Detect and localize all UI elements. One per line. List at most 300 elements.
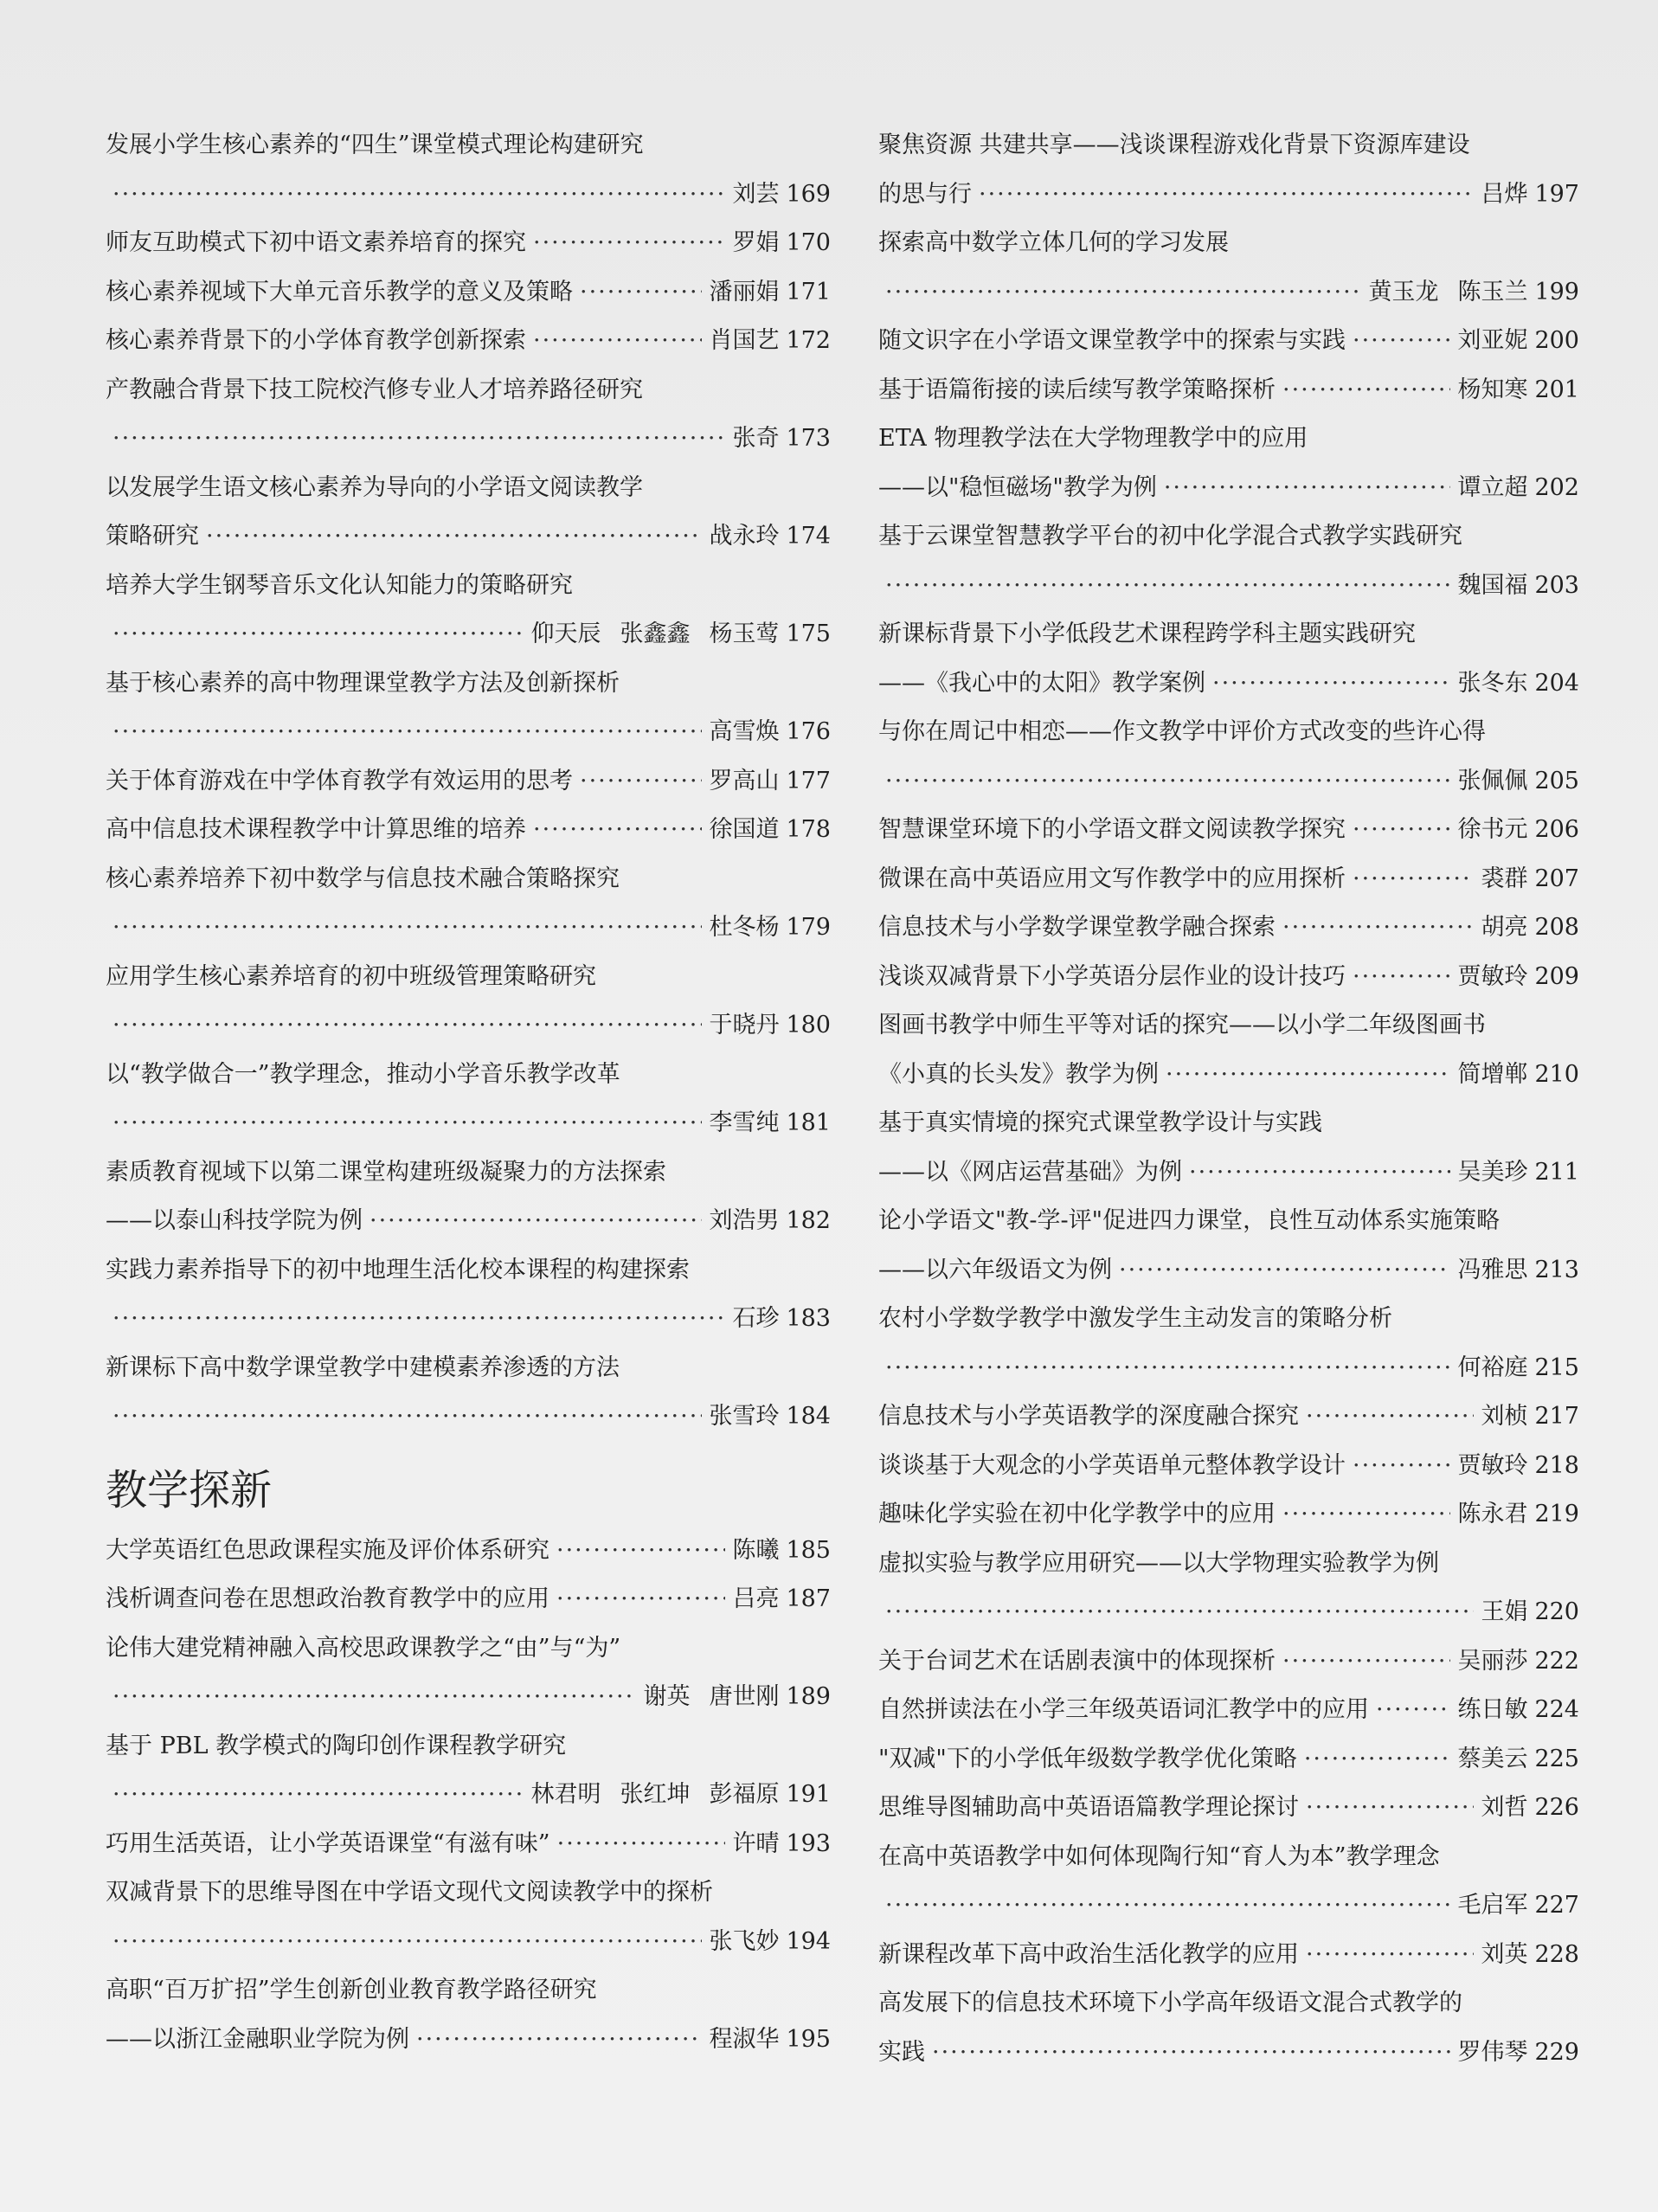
toc-entry-line (106, 170, 831, 220)
toc-entry[interactable] (878, 1540, 1579, 1637)
toc-entry-line (878, 1295, 1579, 1344)
toc-entry-line (878, 1099, 1579, 1148)
page-number: 209 (1534, 962, 1579, 990)
entry-title: 关于台词艺术在话剧表演中的体现探析 (878, 1647, 1276, 1675)
page-number: 218 (1534, 1451, 1579, 1479)
toc-entry[interactable] (106, 1148, 831, 1246)
entry-authors (709, 512, 779, 562)
author-name: 刘浩男 (709, 1207, 780, 1234)
toc-entry[interactable] (106, 1868, 831, 1966)
toc-entry[interactable] (878, 610, 1579, 708)
author-name: 陈玉兰 (1457, 278, 1528, 305)
entry-authors (1457, 464, 1527, 513)
entry-title: ——以六年级语文为例 (878, 1256, 1112, 1283)
toc-entry-line (106, 953, 831, 1002)
toc-entry-line (106, 512, 831, 562)
dot-leader (533, 806, 702, 855)
right-column (878, 121, 1579, 2077)
entry-authors (709, 903, 779, 953)
toc-entry[interactable] (106, 757, 831, 807)
toc-entry-line (106, 708, 831, 757)
toc-entry[interactable] (106, 1527, 831, 1576)
toc-entry-line (878, 1833, 1579, 1882)
toc-entry-line (106, 1392, 831, 1442)
toc-entry[interactable] (878, 708, 1579, 806)
toc-entry-line (106, 1918, 831, 1967)
toc-entry[interactable] (878, 953, 1579, 1002)
dot-leader (533, 219, 725, 268)
toc-entry-line (106, 1575, 831, 1624)
entry-authors (709, 806, 779, 855)
author-name: 裘群 (1481, 865, 1528, 892)
page-number: 203 (1534, 571, 1579, 599)
entry-title: 核心素养背景下的小学体育教学创新探索 (106, 327, 526, 354)
entry-authors (709, 2016, 779, 2065)
page-number: 195 (786, 2025, 831, 2053)
author-name: 胡亮 (1481, 914, 1528, 941)
page-number: 171 (786, 278, 831, 305)
author-name: 林君明 (530, 1781, 601, 1808)
entry-authors (1457, 317, 1527, 366)
entry-authors (709, 1099, 779, 1148)
entry-authors (1457, 1246, 1527, 1296)
page-number: 220 (1534, 1598, 1579, 1625)
entry-title: 实践 (878, 2038, 925, 2066)
author-name: 罗娟 (732, 229, 780, 256)
author-name: 程淑华 (709, 2025, 780, 2053)
toc-entry[interactable] (878, 121, 1579, 219)
toc-entry[interactable] (106, 855, 831, 953)
page-number: 219 (1534, 1501, 1579, 1527)
entry-title: "双减"下的小学低年级数学教学优化策略 (878, 1745, 1297, 1772)
toc-entry-line (878, 1735, 1579, 1784)
toc-entry[interactable] (878, 1833, 1579, 1931)
entry-title: 《小真的长头发》教学为例 (878, 1060, 1159, 1088)
entry-title: 关于体育游戏在中学体育教学有效运用的思考 (106, 767, 573, 794)
toc-entry[interactable] (878, 1637, 1579, 1687)
page-number: 170 (786, 229, 831, 256)
toc-entry-line (878, 1442, 1579, 1491)
toc-entry[interactable] (106, 562, 831, 659)
author-name: 彭福原 (709, 1781, 780, 1808)
toc-entry-line (106, 219, 831, 268)
dot-leader (1353, 953, 1450, 1002)
dot-leader (1353, 806, 1450, 855)
toc-entry-line (878, 1051, 1579, 1100)
dot-leader (112, 170, 725, 220)
entry-title: 大学英语红色思政课程实施及评价体系研究 (106, 1536, 549, 1564)
entry-authors (1457, 1148, 1527, 1198)
toc-entry-line (106, 806, 831, 855)
toc-entry[interactable] (878, 1979, 1579, 2077)
entry-authors (1457, 1686, 1527, 1735)
toc-entry-line (878, 708, 1579, 757)
entry-title: 农村小学数学教学中激发学生主动发言的策略分析 (878, 1305, 1392, 1332)
author-name: 刘亚妮 (1457, 327, 1528, 354)
entry-title: 信息技术与小学数学课堂教学融合探索 (878, 914, 1276, 941)
dot-leader (1304, 1735, 1451, 1784)
toc-entry[interactable] (878, 903, 1579, 953)
entry-authors (1457, 1051, 1527, 1100)
toc-entry-line (878, 1246, 1579, 1296)
toc-entry-line (878, 953, 1579, 1002)
entry-authors (732, 415, 779, 464)
author-name: 战永玲 (709, 523, 780, 550)
entry-title: 素质教育视域下以第二课堂构建班级凝聚力的方法探索 (106, 1158, 666, 1186)
dot-leader (885, 1588, 1474, 1637)
dot-leader (1353, 855, 1474, 904)
entry-authors (1457, 659, 1527, 709)
toc-entry[interactable] (106, 1722, 831, 1820)
author-name: 杨知寒 (1457, 376, 1528, 403)
entry-title: 微课在高中英语应用文写作教学中的应用探析 (878, 865, 1346, 892)
entry-title: 虚拟实验与教学应用研究——以大学物理实验教学为例 (878, 1549, 1439, 1577)
page-number: 178 (786, 816, 831, 843)
page-number: 176 (786, 718, 831, 745)
entry-authors (709, 268, 779, 318)
entry-title: 谈谈基于大观念的小学英语单元整体教学设计 (878, 1451, 1346, 1479)
page-number: 213 (1534, 1256, 1579, 1283)
toc-entry-line (106, 464, 831, 513)
dot-leader (112, 415, 725, 464)
entry-authors (1457, 2029, 1527, 2078)
page-number: 207 (1534, 865, 1579, 892)
toc-entry[interactable] (106, 1575, 831, 1624)
toc-entry-line (106, 1051, 831, 1100)
toc-entry-line (878, 659, 1579, 709)
dot-leader (112, 1295, 725, 1344)
toc-entry[interactable] (878, 1295, 1579, 1392)
entry-title: 发展小学生核心素养的“四生”课堂模式理论构建研究 (106, 132, 644, 158)
page-number: 200 (1534, 327, 1579, 354)
toc-entry[interactable] (106, 659, 831, 757)
toc-entry-line (878, 366, 1579, 415)
dot-leader (580, 757, 702, 807)
toc-entry[interactable] (106, 806, 831, 855)
dot-leader (885, 562, 1450, 611)
toc-entry-line (878, 1637, 1579, 1687)
author-name: 毛启军 (1457, 1892, 1528, 1919)
page-number: 169 (786, 180, 831, 208)
page-number: 184 (786, 1403, 831, 1430)
dot-leader (370, 1197, 702, 1246)
toc-entry[interactable] (106, 1246, 831, 1344)
dot-leader (1282, 366, 1450, 415)
entry-authors (709, 1197, 779, 1246)
toc-entry[interactable] (878, 1442, 1579, 1491)
author-name: 张红坤 (620, 1781, 691, 1808)
author-name: 练日敏 (1457, 1696, 1528, 1723)
toc-entry-line (878, 415, 1579, 464)
entry-authors (1481, 855, 1527, 904)
author-name: 谢英 (643, 1683, 691, 1710)
toc-entry[interactable] (878, 512, 1579, 610)
toc-entry-line (878, 219, 1579, 268)
toc-entry[interactable] (878, 1392, 1579, 1442)
author-name: 黄玉龙 (1368, 278, 1439, 305)
author-name: 陈曦 (732, 1536, 780, 1564)
toc-entry-line (106, 1246, 831, 1296)
toc-entry[interactable] (106, 219, 831, 268)
entry-title: 基于真实情境的探究式课堂教学设计与实践 (878, 1109, 1322, 1136)
toc-entry[interactable] (106, 366, 831, 464)
dot-leader (556, 1527, 725, 1576)
toc-entry-line (106, 1344, 831, 1393)
entry-title: 师友互助模式下初中语文素养培育的探究 (106, 229, 526, 256)
toc-entry-line (106, 1820, 831, 1869)
dot-leader (932, 2029, 1450, 2078)
dot-leader (1282, 1490, 1450, 1540)
toc-entry-line (106, 610, 831, 659)
entry-title: 以“教学做合一”教学理念，推动小学音乐教学改革 (106, 1060, 620, 1088)
author-name: 张佩佩 (1457, 767, 1528, 794)
page-number: 199 (1534, 278, 1579, 305)
dot-leader (1306, 1931, 1474, 1980)
author-name: 徐国道 (709, 816, 780, 843)
page-number: 189 (786, 1683, 831, 1710)
toc-entry-line (878, 317, 1579, 366)
dot-leader (885, 268, 1361, 318)
author-name: 张鑫鑫 (620, 621, 691, 647)
toc-entry-line (106, 1197, 831, 1246)
toc-entry[interactable] (878, 806, 1579, 855)
toc-entry[interactable] (878, 219, 1579, 317)
dot-leader (1353, 317, 1450, 366)
dot-leader (112, 1001, 702, 1051)
dot-leader (1212, 659, 1450, 709)
page-number: 229 (1534, 2038, 1579, 2066)
page-number: 204 (1534, 669, 1579, 697)
author-name: 简增郸 (1457, 1060, 1528, 1088)
entry-title: 产教融合背景下技工院校汽修专业人才培养路径研究 (106, 376, 643, 403)
author-name: 张奇 (732, 425, 780, 452)
dot-leader (112, 903, 702, 953)
page-number: 173 (786, 425, 831, 452)
toc-entry[interactable] (106, 1966, 831, 2064)
author-name: 高雪焕 (709, 718, 780, 745)
toc-entry-line (878, 268, 1579, 318)
entry-title: ——以《网店运营基础》为例 (878, 1158, 1182, 1186)
dot-leader (112, 1673, 636, 1722)
author-name: 刘芸 (732, 180, 780, 208)
toc-entry[interactable] (878, 855, 1579, 904)
toc-entry-line (106, 562, 831, 611)
toc-entry-line (106, 415, 831, 464)
entry-title: 培养大学生钢琴音乐文化认知能力的策略研究 (106, 571, 573, 599)
toc-entry[interactable] (878, 1099, 1579, 1197)
entry-title: 智慧课堂环境下的小学语文群文阅读教学探究 (878, 816, 1346, 843)
dot-leader (1166, 1051, 1450, 1100)
entry-title: 浅析调查问卷在思想政治教育教学中的应用 (106, 1585, 549, 1612)
page-number: 182 (786, 1207, 831, 1234)
toc-entry-line (878, 1490, 1579, 1540)
entry-title: 高中信息技术课程教学中计算思维的培养 (106, 816, 526, 843)
entry-authors (1481, 1392, 1527, 1442)
author-name: 魏国福 (1457, 571, 1528, 599)
author-name: 张冬东 (1457, 669, 1528, 697)
entry-authors (1368, 268, 1527, 318)
toc-entry[interactable] (878, 1490, 1579, 1540)
toc-entry-line (106, 855, 831, 904)
entry-title: 核心素养视域下大单元音乐教学的意义及策略 (106, 278, 573, 305)
entry-authors (1457, 1735, 1527, 1784)
author-name: 罗伟琴 (1457, 2038, 1528, 2066)
page-number: 177 (786, 767, 831, 794)
entry-title: 随文识字在小学语文课堂教学中的探索与实践 (878, 327, 1346, 354)
entry-authors (732, 1295, 779, 1344)
toc-entry[interactable] (106, 121, 831, 219)
page-number: 224 (1534, 1696, 1579, 1723)
author-name: 潘丽娟 (709, 278, 780, 305)
toc-entry[interactable] (878, 1686, 1579, 1735)
toc-entry-line (106, 2016, 831, 2065)
author-name: 唐世刚 (709, 1683, 780, 1710)
toc-entry-line (878, 903, 1579, 953)
entry-authors (732, 1820, 779, 1869)
entry-authors (732, 1575, 779, 1624)
page-number: 226 (1534, 1794, 1579, 1821)
entry-title: 思维导图辅助高中英语语篇教学理论探讨 (878, 1794, 1299, 1821)
toc-entry-line (106, 1099, 831, 1148)
page-number: 179 (786, 914, 831, 941)
toc-entry[interactable] (878, 317, 1579, 366)
dot-leader (1164, 464, 1451, 513)
dot-leader (1282, 1637, 1450, 1687)
entry-title: 探索高中数学立体几何的学习发展 (878, 229, 1229, 256)
author-name: 谭立超 (1457, 473, 1528, 501)
page-number: 172 (786, 327, 831, 354)
page-number: 185 (786, 1536, 831, 1564)
toc-entry[interactable] (106, 1820, 831, 1869)
entry-title: 策略研究 (106, 523, 199, 550)
page-number: 227 (1534, 1892, 1579, 1919)
author-name: 于晓丹 (709, 1012, 780, 1038)
entry-title: 双减背景下的思维导图在中学语文现代文阅读教学中的探析 (106, 1879, 713, 1906)
toc-entry-line (878, 1686, 1579, 1735)
page-number: 201 (1534, 376, 1579, 403)
toc-entry[interactable] (106, 1344, 831, 1442)
entry-title: 与你在周记中相恋——作文教学中评价方式改变的些许心得 (878, 718, 1486, 745)
toc-entry-line (878, 1001, 1579, 1051)
toc-entry[interactable] (878, 1784, 1579, 1833)
entry-title: 趣味化学实验在初中化学教学中的应用 (878, 1501, 1276, 1527)
entry-title: 基于语篇衔接的读后续写教学策略探析 (878, 376, 1276, 403)
entry-title: 高发展下的信息技术环境下小学高年级语文混合式教学的 (878, 1990, 1462, 2016)
page-number: 187 (786, 1585, 831, 1612)
toc-entry[interactable] (106, 1624, 831, 1722)
entry-authors (1457, 366, 1527, 415)
toc-entry-line (878, 1588, 1579, 1637)
author-name: 罗高山 (709, 767, 780, 794)
page-number: 191 (786, 1781, 831, 1808)
entry-authors (709, 757, 779, 807)
toc-entry-line (106, 1868, 831, 1918)
dot-leader (1353, 1442, 1450, 1491)
toc-entry-line (878, 1784, 1579, 1833)
toc-entry-line (106, 121, 831, 170)
entry-authors (1481, 1588, 1527, 1637)
author-name: 贾敏玲 (1457, 1451, 1528, 1479)
section-heading: 教学探新 (106, 1465, 273, 1514)
toc-entry[interactable] (878, 415, 1579, 512)
toc-entry[interactable] (878, 1735, 1579, 1784)
entry-title: 基于核心素养的高中物理课堂教学方法及创新探析 (106, 669, 620, 697)
toc-entry[interactable] (878, 366, 1579, 415)
author-name: 吕亮 (732, 1585, 780, 1612)
author-name: 石珍 (732, 1305, 780, 1332)
toc-entry[interactable] (878, 1931, 1579, 1980)
page-number: 202 (1534, 473, 1579, 501)
toc-entry-line (106, 659, 831, 709)
page-number: 210 (1534, 1060, 1579, 1088)
page-number: 183 (786, 1305, 831, 1332)
page-number: 197 (1534, 180, 1579, 208)
entry-title: ——以泰山科技学院为例 (106, 1207, 363, 1234)
toc-entry-line (878, 757, 1579, 807)
toc-entry[interactable] (106, 1051, 831, 1148)
entry-title: ——以"稳恒磁场"教学为例 (878, 473, 1157, 501)
toc-entry-line (878, 1148, 1579, 1198)
entry-title: 浅谈双减背景下小学英语分层作业的设计技巧 (878, 962, 1346, 990)
toc-entry[interactable] (106, 268, 831, 318)
dot-leader (112, 1099, 702, 1148)
toc-entry-line (106, 1673, 831, 1722)
author-name: 杜冬杨 (709, 914, 780, 941)
page-number: 193 (786, 1829, 831, 1857)
dot-leader (885, 757, 1450, 807)
dot-leader (112, 1771, 524, 1820)
dot-leader (1282, 903, 1474, 953)
dot-leader (1306, 1784, 1474, 1833)
author-name: 徐书元 (1457, 816, 1528, 843)
entry-authors (709, 708, 779, 757)
toc-entry[interactable] (106, 953, 831, 1051)
entry-title: 图画书教学中师生平等对话的探究——以小学二年级图画书 (878, 1012, 1486, 1038)
toc-entry[interactable] (106, 317, 831, 366)
page-number: 174 (786, 523, 831, 550)
page-number: 206 (1534, 816, 1579, 843)
toc-entry[interactable] (878, 1197, 1579, 1295)
page-number: 205 (1534, 767, 1579, 794)
dot-leader (1376, 1686, 1450, 1735)
toc-entry-line (106, 366, 831, 415)
toc-entry[interactable] (878, 1001, 1579, 1099)
toc-entry-line (106, 1966, 831, 2016)
dot-leader (556, 1575, 725, 1624)
dot-leader (112, 708, 702, 757)
author-name: 张飞妙 (709, 1927, 780, 1955)
toc-entry[interactable] (106, 464, 831, 562)
dot-leader (112, 1918, 702, 1967)
entry-title: 核心素养培养下初中数学与信息技术融合策略探究 (106, 865, 620, 892)
toc-entry-line (106, 757, 831, 807)
toc-entry-line (878, 1540, 1579, 1589)
author-name: 李雪纯 (709, 1109, 780, 1136)
toc-entry-line (878, 170, 1579, 220)
toc-entry-line (878, 2029, 1579, 2078)
entry-authors (1457, 1881, 1527, 1931)
entry-title: 论小学语文"教-学-评"促进四力课堂，良性互动体系实施策略 (878, 1207, 1501, 1234)
entry-authors (1457, 1637, 1527, 1687)
toc-entry-line (106, 268, 831, 318)
toc-entry-line (878, 1197, 1579, 1246)
toc-entry-line (106, 1771, 831, 1820)
entry-title: 新课标背景下小学低段艺术课程跨学科主题实践研究 (878, 621, 1416, 647)
author-name: 蔡美云 (1457, 1745, 1528, 1772)
author-name: 肖国艺 (709, 327, 780, 354)
entry-authors (1457, 806, 1527, 855)
dot-leader (533, 317, 702, 366)
